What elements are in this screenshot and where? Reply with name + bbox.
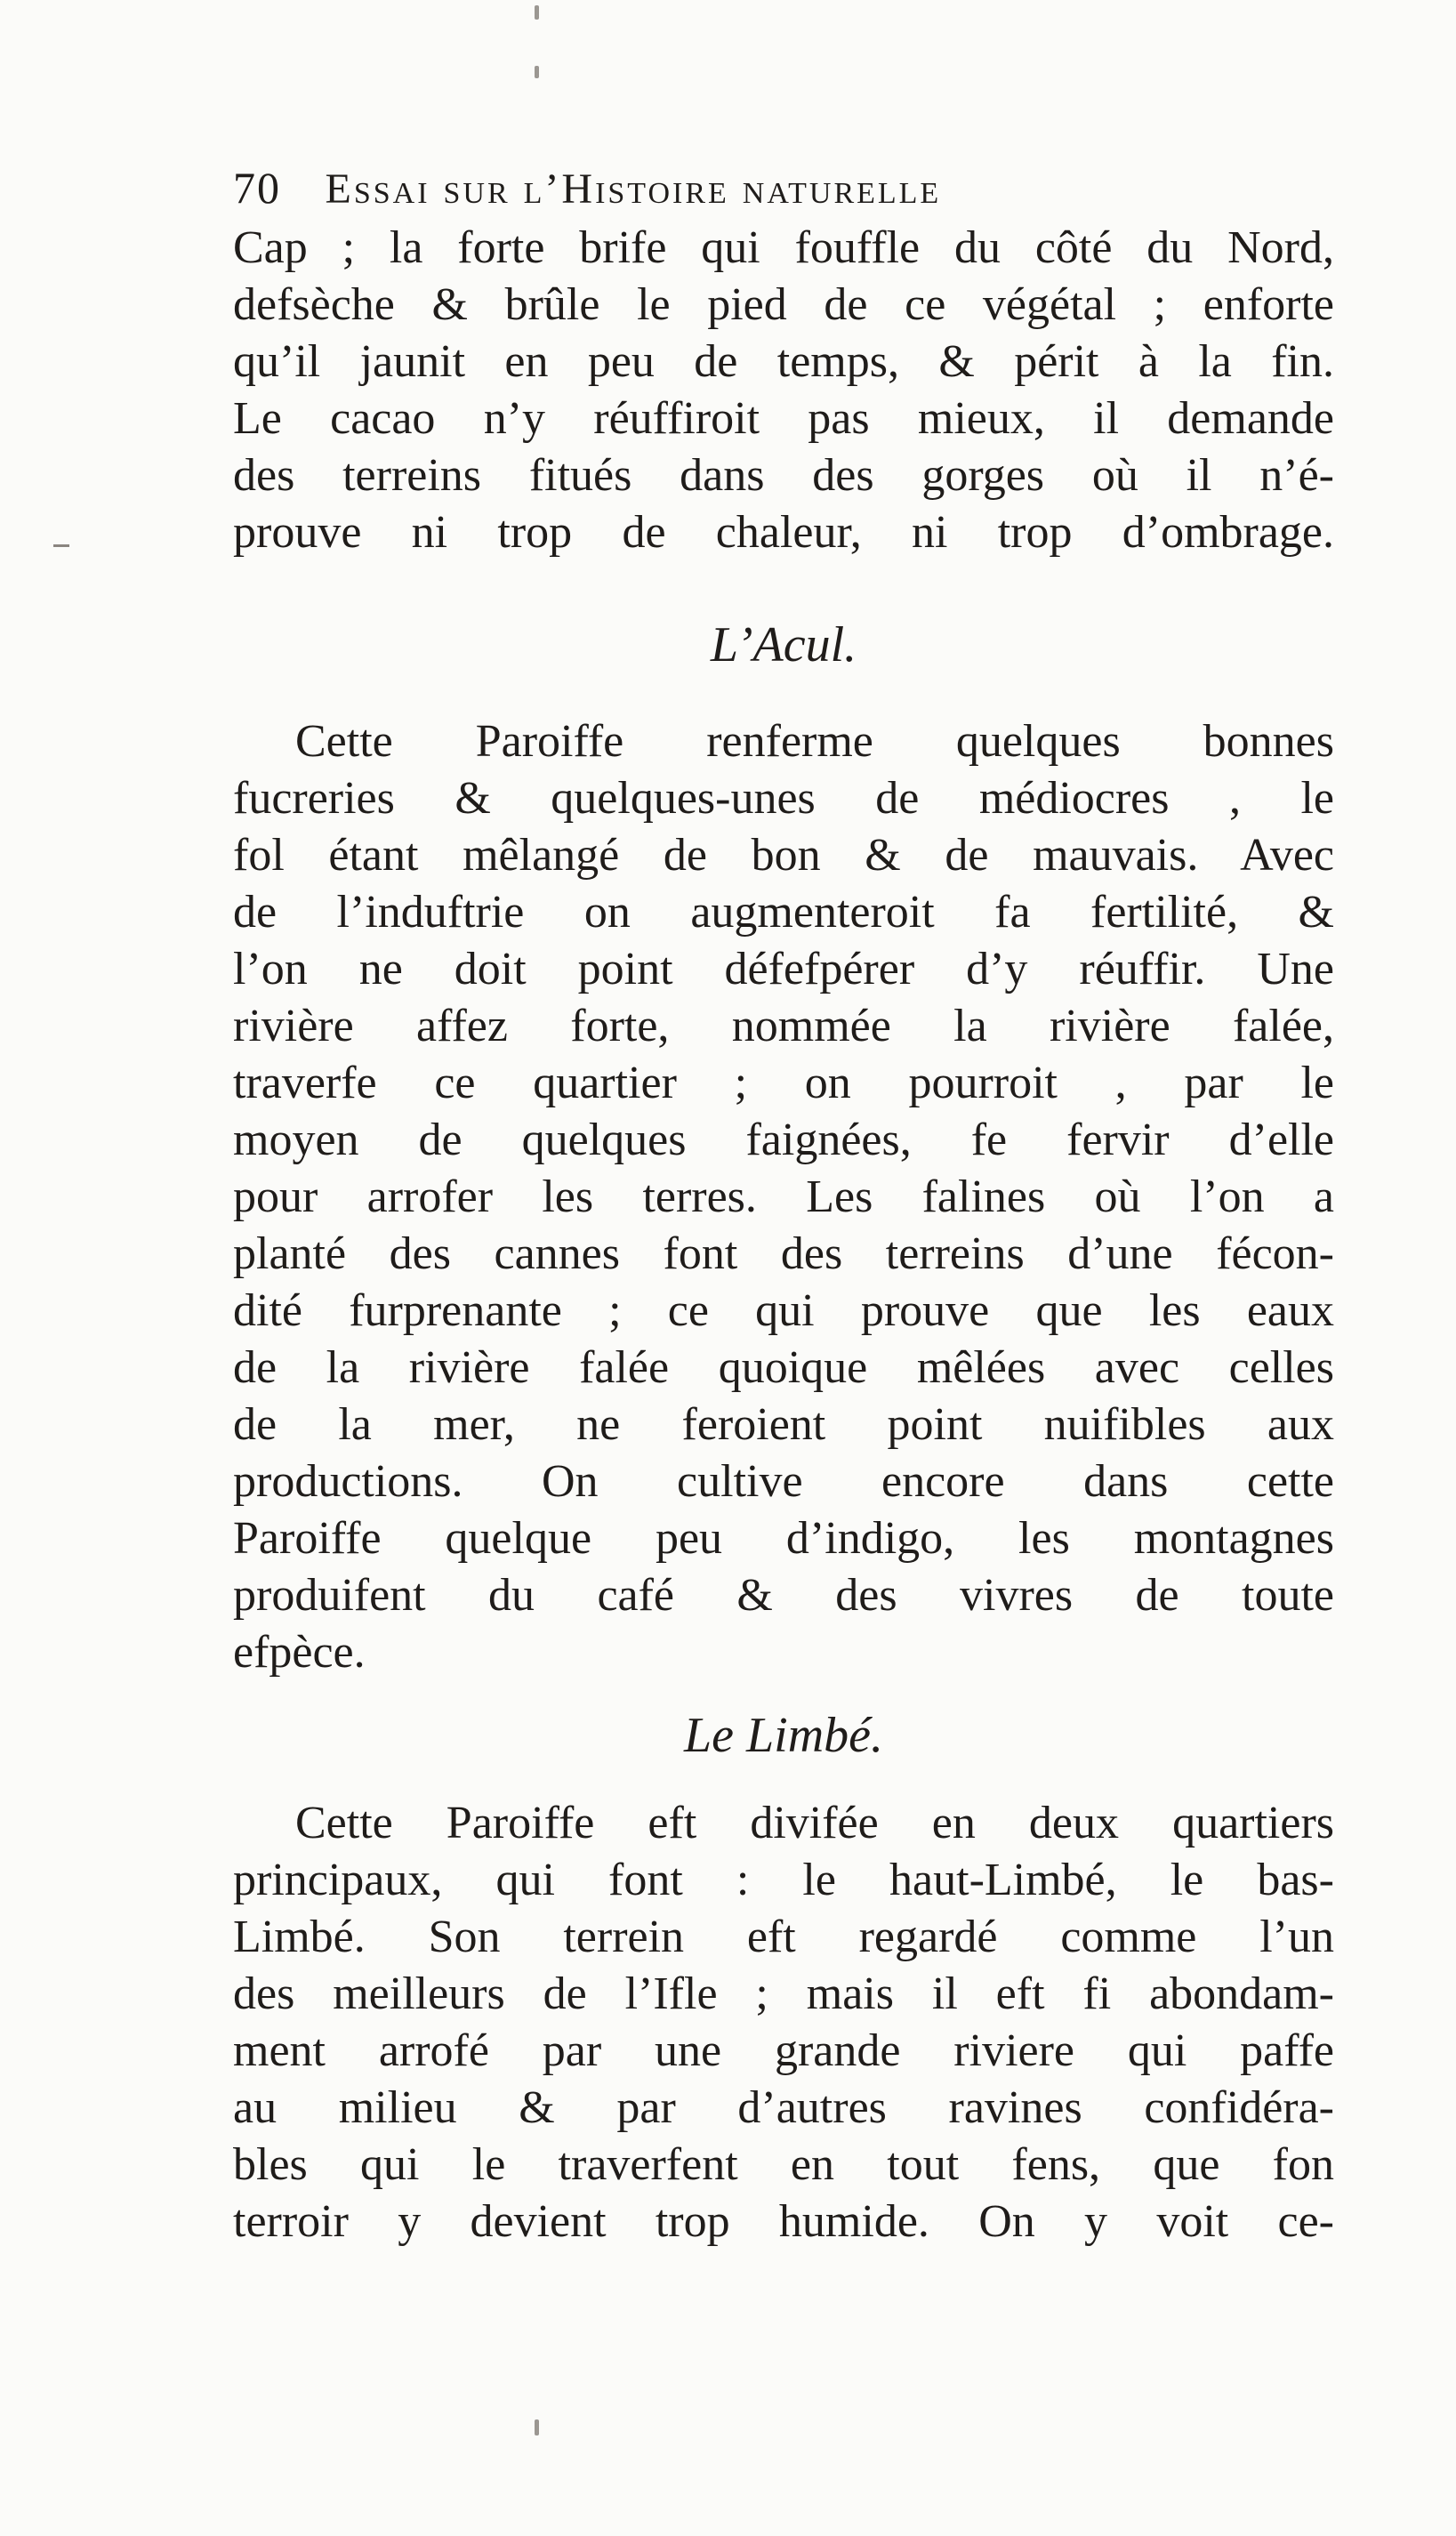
text-line: qu’il jaunit en peu de temps, & périt à la fin. bbox=[233, 336, 1334, 387]
text-line: fol étant mêlangé de bon & de mauvais. Avec bbox=[233, 830, 1334, 881]
text-line: rivière affez forte, nommée la rivière falée, bbox=[233, 1001, 1334, 1051]
text-line: terroir y devient trop humide. On y voit ce- bbox=[233, 2196, 1334, 2247]
text-line: Limbé. Son terrein eft regardé comme l’un bbox=[233, 1912, 1334, 1962]
text-line: bles qui le traverfent en tout fens, que fon bbox=[233, 2139, 1334, 2190]
bleed-through-mark bbox=[535, 5, 539, 20]
page-header bbox=[233, 162, 1336, 224]
text-line: Paroiffe quelque peu d’indigo, les montagnes bbox=[233, 1513, 1334, 1564]
bleed-through-mark bbox=[535, 2419, 539, 2435]
text-line: moyen de quelques faignées, fe fervir d’elle bbox=[233, 1115, 1334, 1165]
text-line: efpèce. bbox=[233, 1627, 366, 1678]
text-line: principaux, qui font : le haut-Limbé, le bas- bbox=[233, 1855, 1334, 1905]
text-line: de la rivière falée quoique mêlées avec celles bbox=[233, 1342, 1334, 1393]
text-line: traverfe ce quartier ; on pourroit , par le bbox=[233, 1058, 1334, 1108]
text-line: ment arrofé par une grande riviere qui paffe bbox=[233, 2025, 1334, 2076]
running-title: Essai sur l’Histoire naturelle bbox=[325, 165, 942, 213]
text-line: productions. On cultive encore dans cette bbox=[233, 1456, 1334, 1507]
text-line: pour arrofer les terres. Les falines où l’on a bbox=[233, 1171, 1334, 1222]
text-line: l’on ne doit point défefpérer d’y réuffir. Une bbox=[233, 944, 1334, 994]
text-line: Cette Paroiffe eft divifée en deux quartiers bbox=[295, 1798, 1334, 1848]
text-line: dité furprenante ; ce qui prouve que les eaux bbox=[233, 1285, 1334, 1336]
text-line: produifent du café & des vivres de toute bbox=[233, 1570, 1334, 1621]
text-line: fucreries & quelques-unes de médiocres , le bbox=[233, 773, 1334, 824]
text-line: de la mer, ne feroient point nuifibles aux bbox=[233, 1399, 1334, 1450]
text-line: des meilleurs de l’Ifle ; mais il eft fi abondam- bbox=[233, 1968, 1334, 2019]
text-line: prouve ni trop de chaleur, ni trop d’ombrage. bbox=[233, 507, 1334, 558]
text-line: Cette Paroiffe renferme quelques bonnes bbox=[295, 716, 1334, 767]
text-line: des terreins fitués dans des gorges où il n’é- bbox=[233, 450, 1334, 501]
text-line: planté des cannes font des terreins d’une fécon- bbox=[233, 1228, 1334, 1279]
section-heading: L’Acul. bbox=[710, 617, 857, 672]
bleed-through-mark bbox=[535, 66, 539, 78]
text-line: defsèche & brûle le pied de ce végétal ; enforte bbox=[233, 279, 1334, 330]
page-number: 70 bbox=[233, 163, 281, 213]
margin-mark bbox=[53, 544, 69, 547]
section-heading: Le Limbé. bbox=[684, 1708, 883, 1763]
text-line: Cap ; la forte brife qui fouffle du côté du Nord, bbox=[233, 222, 1334, 273]
text-line: Le cacao n’y réuffiroit pas mieux, il demande bbox=[233, 393, 1334, 444]
text-line: de l’induftrie on augmenteroit fa fertilité, & bbox=[233, 887, 1334, 938]
text-line: au milieu & par d’autres ravines confidéra- bbox=[233, 2082, 1334, 2133]
